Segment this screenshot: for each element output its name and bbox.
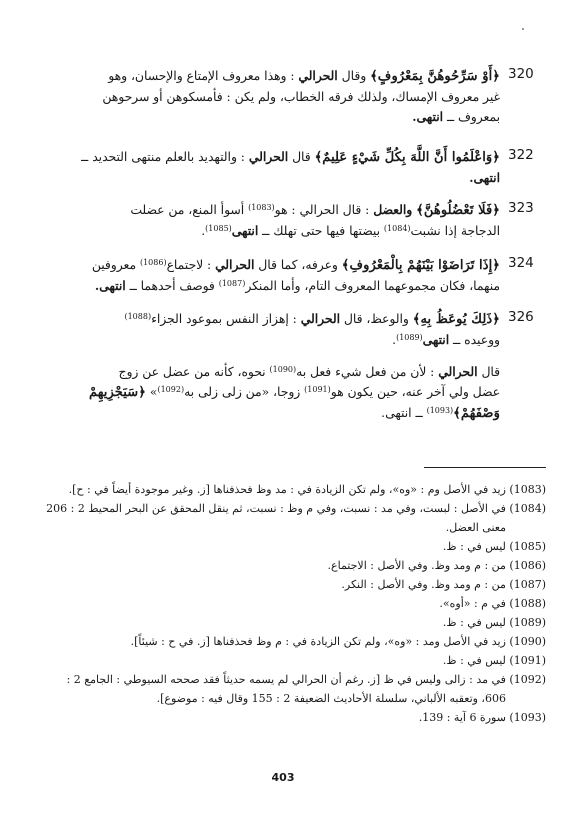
entry-line: غير معروف الإمساك، ولذلك فرقه الخطاب، ولم يكن : فأمسكوهن أو سرحوهن bbox=[102, 90, 500, 104]
author-name: الحرالي bbox=[248, 149, 289, 164]
commentary-entry bbox=[60, 255, 500, 296]
footnote: (1089) ليس في : ظ. bbox=[442, 616, 546, 629]
entry-line: عضل ولي آخر عنه، حين يكون هو$^{(1091)}$ زوجا، «من زلى زلى به$^{(1092)}$» ﴿سَيَجْزِيهِمْ bbox=[88, 385, 500, 400]
author-name: الحرالي bbox=[438, 364, 478, 379]
entry-line: الدجاجة إذا نشبت$^{(1084)}$ بيضتها فيها حتى تهلك ــ انتهى$^{(1085)}$. bbox=[201, 223, 500, 238]
entry-line: ﴿ذَلِكَ يُوعَظُ بِهِ﴾ والوعظ، قال الحرالي : إهزاز النفس بموعود الجزاء$^{(1088)}$ bbox=[124, 311, 500, 327]
footnote: (1085) ليس في : ظ. bbox=[442, 540, 546, 553]
quran-quote: ﴿وَاعْلَمُوا أَنَّ اللَّهَ بِكُلِّ شَيْءٍ عَلِيمٌ﴾ bbox=[314, 150, 500, 165]
footnote-ref[interactable]: (1093) bbox=[426, 406, 454, 415]
quran-quote: ﴿ذَلِكَ يُوعَظُ بِهِ﴾ bbox=[412, 312, 500, 327]
commentary-paragraph bbox=[60, 362, 500, 424]
quran-quote: ﴿إِذَا تَرَاضَوْا بَيْنَهُمْ بِالْمَعْرُوفِ﴾ bbox=[341, 258, 500, 273]
footnote: (1090) زيد في الأصل ومد : «وه»، ولم تكن الزيادة في : م وظ فحذفناها [ز. في ح : شيئاً]. bbox=[130, 635, 546, 648]
entry-line: منهما، فكان مجموعهما المعروف التام، وأما المنكر$^{(1087)}$ فوصف أحدهما ــ انتهى. bbox=[94, 278, 500, 293]
footnote-ref[interactable]: (1083) bbox=[248, 203, 275, 212]
footnote-ref[interactable]: (1091) bbox=[304, 385, 331, 394]
footnote-ref[interactable]: (1088) bbox=[124, 312, 152, 321]
page-number: 403 bbox=[271, 771, 295, 784]
verse-number: 324 bbox=[508, 255, 534, 271]
commentary-entry bbox=[60, 309, 500, 350]
verse-number: 326 bbox=[508, 309, 534, 325]
author-name: الحرالي bbox=[215, 257, 255, 272]
footnote-ref[interactable]: (1092) bbox=[157, 385, 185, 394]
quran-quote: ﴿فَلَا تَعْضُلُوهُنَّ﴾ bbox=[416, 203, 500, 218]
entry-line: قال الحرالي : لأن من فعل شيء فعل به$^{(1090)}$ نحوه، كأنه من عضل عن زوج bbox=[118, 364, 500, 379]
footnote-ref[interactable]: (1089) bbox=[396, 333, 423, 342]
verse-number: 322 bbox=[508, 147, 534, 163]
entry-line: ﴿إِذَا تَرَاضَوْا بَيْنَهُمْ بِالْمَعْرُوفِ﴾ وعرفه، كما قال الحرالي : لاجتماع$^{(1086)}$ معروفين bbox=[91, 257, 500, 273]
end-marker: انتهى bbox=[231, 223, 259, 238]
entry-line: ووعيده ــ انتهى$^{(1089)}$. bbox=[392, 332, 500, 347]
footnote: (1087) من : م ومد وظ. وفي الأصل : النكر. bbox=[341, 578, 546, 591]
entry-line: بمعروف ــ انتهى. bbox=[412, 109, 500, 124]
footnote-list bbox=[24, 480, 546, 727]
commentary-entry bbox=[60, 200, 500, 241]
quran-quote: ﴿سَيَجْزِيهِمْ bbox=[88, 385, 147, 400]
footnote: (1088) في م : «أوه». bbox=[439, 597, 546, 610]
commentary-entry bbox=[60, 66, 500, 127]
footnote: (1084) في الأصل : لبست، وفي مد : نسبت، وفي م وظ : نسبت، ثم ينقل المحقق عن البحر المحيط 2 : 206 bbox=[46, 502, 546, 515]
footnote-continuation: معنى العضل. bbox=[445, 521, 506, 534]
quran-quote: وَصْفَهُمْ﴾ bbox=[453, 406, 500, 421]
footnote: (1092) في مد : زالى وليس في ظ [ز. رغم أن الحرالي لم يسمه حديثاً فقد صححه السيوطي : الجامع 2 : bbox=[66, 673, 546, 686]
footnote: (1083) زيد في الأصل وم : «وه»، ولم تكن الزيادة في : مد وظ فحذفناها [ز. وغير موجودة أيضاً في : ح]. bbox=[68, 483, 546, 496]
entry-line: ﴿أَوْ سَرِّحُوهُنَّ بِمَعْرُوفٍ﴾ وقال الحرالي : وهذا معروف الإمتاع والإحسان، وهو bbox=[108, 68, 500, 84]
quran-quote: ﴿أَوْ سَرِّحُوهُنَّ بِمَعْرُوفٍ﴾ bbox=[370, 69, 500, 84]
entry-line: ﴿فَلَا تَعْضُلُوهُنَّ﴾ والعضل : قال الحرالي : هو$^{(1083)}$ أسوأ المنع، من عضلت bbox=[130, 202, 500, 218]
verse-number: 323 bbox=[508, 200, 534, 216]
author-name: الحرالي bbox=[298, 68, 338, 83]
footnote-separator bbox=[424, 467, 546, 468]
term: والعضل bbox=[373, 202, 413, 217]
footnote: (1086) من : م ومد وظ. وفي الأصل : الاجتماع. bbox=[327, 559, 546, 572]
author-name: الحرالي bbox=[300, 311, 341, 326]
footnote: (1093) سورة 6 آية : 139. bbox=[418, 711, 546, 724]
verse-number: 320 bbox=[508, 66, 534, 82]
footnote-ref[interactable]: (1085) bbox=[205, 224, 232, 233]
end-marker: انتهى. bbox=[469, 170, 500, 185]
commentary-entry bbox=[60, 147, 500, 188]
end-marker: انتهى. bbox=[412, 109, 444, 124]
page-mark bbox=[522, 28, 524, 30]
footnote-ref[interactable]: (1087) bbox=[218, 279, 246, 288]
footnote-ref[interactable]: (1090) bbox=[269, 365, 297, 374]
end-marker: انتهى bbox=[422, 332, 450, 347]
entry-line: ﴿وَاعْلَمُوا أَنَّ اللَّهَ بِكُلِّ شَيْءٍ عَلِيمٌ﴾ قال الحرالي : والتهديد بالعلم منتهى التحديد ــ bbox=[81, 149, 500, 165]
entry-line bbox=[60, 168, 500, 188]
end-marker: انتهى. bbox=[94, 278, 126, 293]
footnote: (1091) ليس في : ظ. bbox=[442, 654, 546, 667]
footnote-continuation: 606، وتعقبه الألباني، سلسلة الأحاديث الضعيفة 2 : 155 وقال فيه : موضوع]. bbox=[156, 692, 506, 705]
footnote-ref[interactable]: (1084) bbox=[383, 224, 411, 233]
entry-line: وَصْفَهُمْ﴾$^{(1093)}$ ــ انتهى. bbox=[381, 406, 500, 421]
footnote-ref[interactable]: (1086) bbox=[139, 258, 167, 267]
